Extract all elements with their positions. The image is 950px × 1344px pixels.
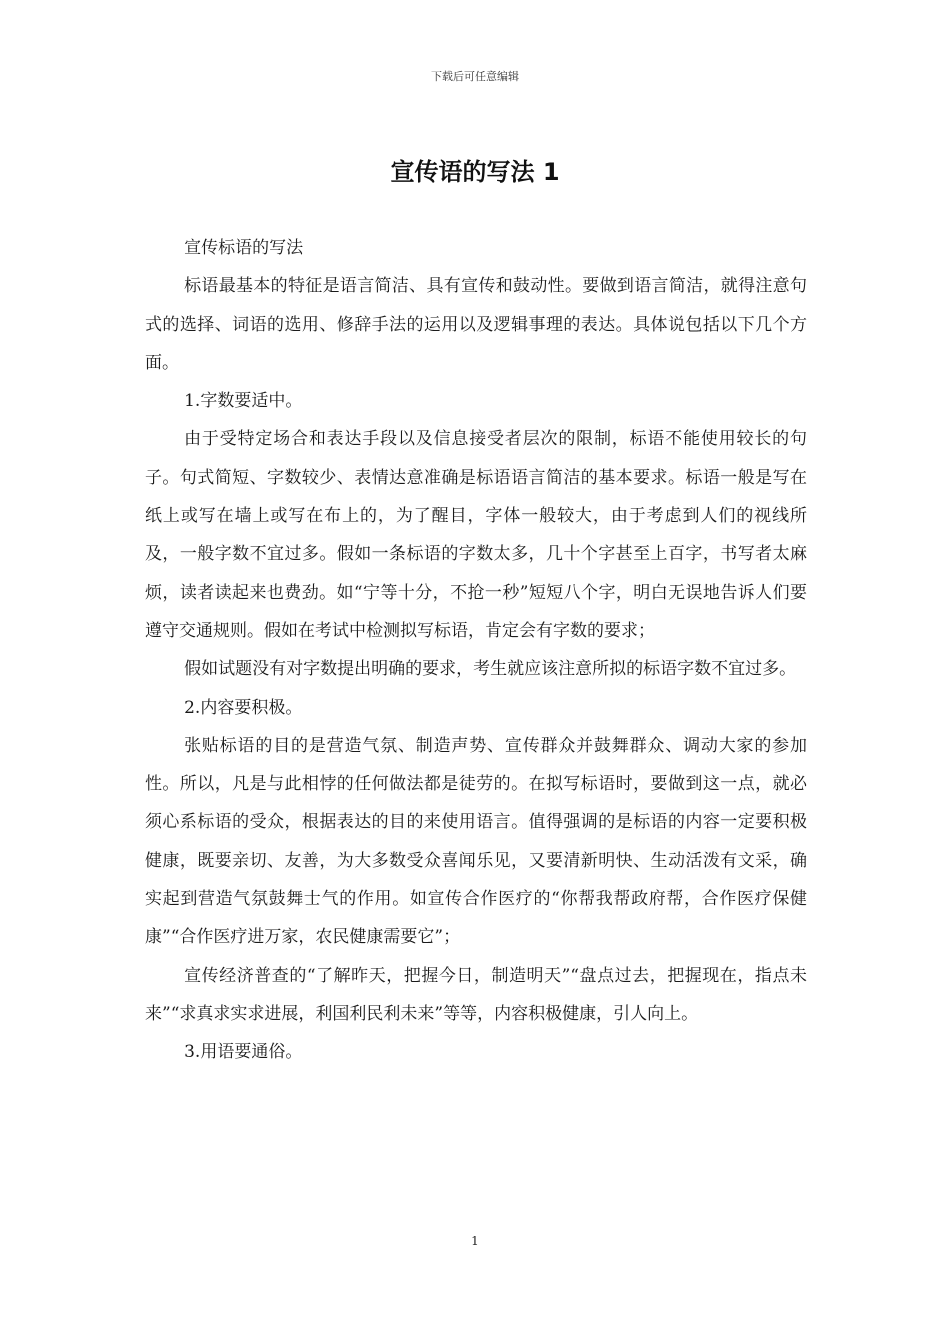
paragraph-intro: 标语最基本的特征是语言简洁、具有宣传和鼓动性。要做到语言简洁，就得注意句式的选择、词语的选用、修辞手法的运用以及逻辑事理的表达。具体说包括以下几个方面。 (145, 276, 807, 373)
paragraph-content: 张贴标语的目的是营造气氛、制造声势、宣传群众并鼓舞群众、调动大家的参加性。所以，凡是与此相悖的任何做法都是徒劳的。在拟写标语时，要做到这一点，就必须心系标语的受众，根据表达的目的来使用语言。值得强调的是标语的内容一定要积极健康，既要亲切、友善，为大多数受众喜闻乐见，又要清新明快、生动活泼有文采，确实起到营造气氛鼓舞士气的作用。如宣传合作医疗的“你帮我帮政府帮，合作医疗保健康”“合作医疗进万家，农民健康需要它”； (145, 735, 807, 948)
header-note: 下载后可任意编辑 (431, 70, 519, 83)
document-title: 宣传语的写法 1 (390, 158, 560, 186)
section-heading-2: 2.内容要积极。 (184, 697, 303, 718)
section-heading-1: 1.字数要适中。 (184, 391, 303, 412)
paragraph-word-count-note: 假如试题没有对字数提出明确的要求，考生就应该注意所拟的标语字数不宜过多。 (184, 659, 797, 680)
paragraph-subtitle: 宣传标语的写法 (184, 238, 304, 258)
paragraph-content-example: 宣传经济普查的“了解昨天，把握今日，制造明天”“盘点过去，把握现在，指点未来”“求真求实求进展，利国利民利未来”等等，内容积极健康，引人向上。 (145, 965, 807, 1024)
page-number: 1 (471, 1234, 479, 1248)
document-body (145, 229, 807, 1072)
section-heading-3: 3.用语要通俗。 (184, 1042, 303, 1063)
paragraph-word-count: 由于受特定场合和表达手段以及信息接受者层次的限制，标语不能使用较长的句子。句式简短、字数较少、表情达意准确是标语语言简洁的基本要求。标语一般是写在纸上或写在墙上或写在布上的，为了醒目，字体一般较大，由于考虑到人们的视线所及，一般字数不宜过多。假如一条标语的字数太多，几十个字甚至上百字，书写者太麻烦，读者读起来也费劲。如“宁等十分，不抢一秒”短短八个字，明白无误地告诉人们要遵守交通规则。假如在考试中检测拟写标语，肯定会有字数的要求； (145, 429, 807, 641)
